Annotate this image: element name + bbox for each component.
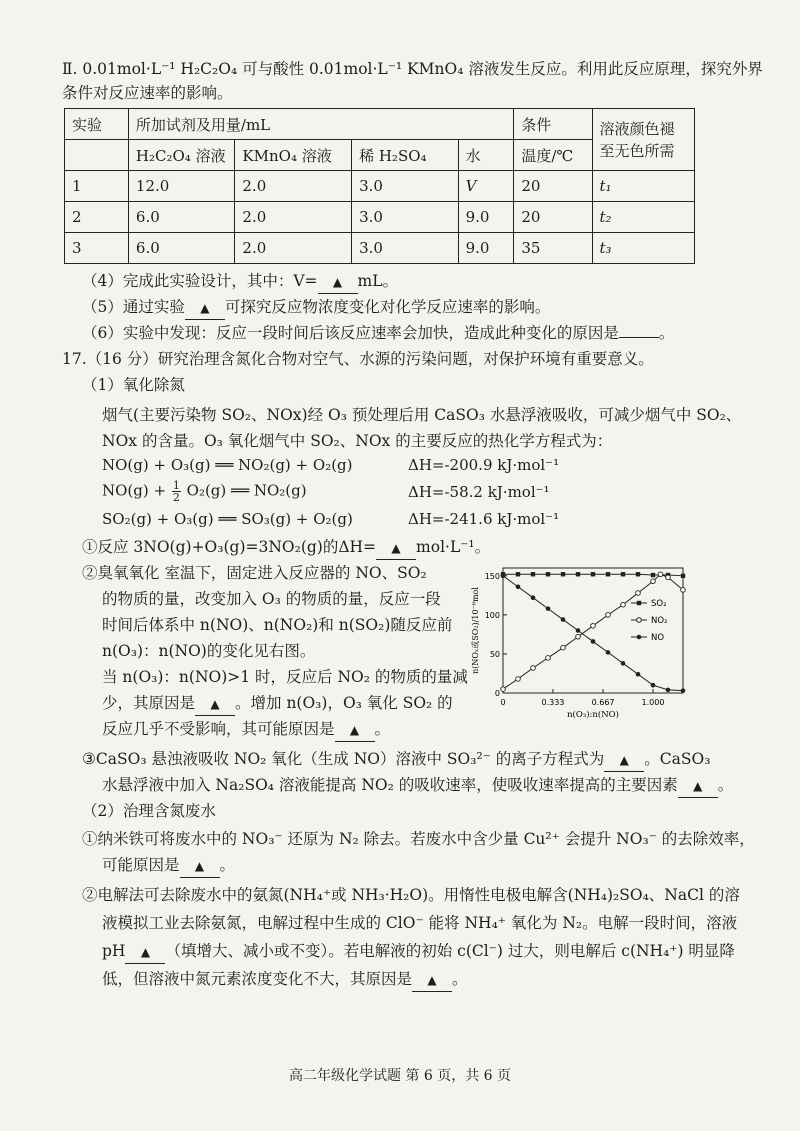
table-header-cell: 稀 H₂SO₄ (352, 140, 459, 171)
data-point (546, 572, 550, 576)
blank-mark: ▲ (210, 697, 220, 711)
delta-h-2: ΔH=-58.2 kJ·mol⁻¹ (408, 483, 550, 501)
table-cell: 20 (514, 171, 592, 202)
y-tick-label: 0 (494, 689, 500, 698)
data-point (621, 572, 625, 576)
answer-blank[interactable] (376, 536, 416, 560)
data-point (531, 572, 535, 576)
table-header-text: 至无色所需 (599, 141, 675, 160)
table-header-cell: KMnO₄ 溶液 (235, 140, 352, 171)
c2-text: 。增加 n(O₃)，O₃ 氧化 SO₂ 的 (235, 694, 453, 712)
data-point (576, 572, 580, 576)
q4-text: （4）完成此实验设计，其中：V= (82, 272, 318, 290)
legend-marker (637, 618, 642, 623)
table-header-cell: H₂C₂O₄ 溶液 (128, 140, 235, 171)
table-row (65, 233, 695, 264)
table-header-cell: 水 (458, 140, 514, 171)
blank-mark: ▲ (349, 723, 360, 737)
table-cell: 3.0 (352, 233, 459, 264)
data-point (561, 572, 565, 576)
w1-text: 。 (219, 856, 236, 874)
data-point (561, 617, 566, 622)
chart (468, 560, 693, 730)
experiment-table (64, 108, 695, 264)
legend-marker (637, 635, 642, 640)
blank-mark: ▲ (693, 779, 703, 793)
table-cell: 1 (65, 171, 129, 202)
legend-label: NO₂ (651, 616, 668, 626)
wastewater-q2-line (102, 940, 735, 964)
data-point (516, 677, 521, 682)
y-tick-label: 150 (484, 571, 500, 581)
data-point (501, 574, 506, 579)
delta-h-3: ΔH=-241.6 kJ·mol⁻¹ (408, 510, 560, 528)
data-point (681, 574, 685, 578)
table-row (65, 202, 695, 233)
legend-marker (637, 601, 641, 605)
fraction-numerator: 1 (172, 479, 180, 492)
fraction-denominator: 2 (172, 491, 180, 504)
answer-blank[interactable] (412, 968, 452, 992)
c1-unit: mol·L⁻¹。 (416, 538, 491, 556)
series-line (503, 574, 683, 689)
table-cell: 2.0 (235, 171, 352, 202)
data-point (591, 624, 596, 629)
eq2-left: NO(g) + (102, 481, 167, 500)
table-cell: t₃ (592, 233, 695, 264)
c3-text: ③CaSO₃ 悬浊液吸收 NO₂ 氧化（生成 NO）溶液中 SO₃²⁻ 的离子方程式为 (82, 750, 605, 768)
table-header-cell: 条件 (514, 109, 592, 140)
w2-text: 。 (452, 970, 468, 988)
table-header-row-1 (65, 109, 695, 140)
x-tick-label: 0.333 (541, 698, 565, 707)
data-point (501, 687, 506, 692)
wastewater-q1-line (102, 854, 235, 878)
blank-mark: ▲ (619, 753, 629, 767)
sub-question-3-line (102, 774, 733, 798)
data-point (531, 666, 536, 671)
answer-blank[interactable] (180, 854, 220, 878)
q5-text-end: 可探究反应物浓度变化对化学反应速率的影响。 (224, 298, 551, 316)
w2-text: （填增大、减小或不变）。若电解液的初始 c(Cl⁻) 过大，则电解后 c(NH₄⁺) 明显降 (165, 942, 735, 960)
sub-question-2-line (102, 692, 453, 716)
y-tick-label: 100 (484, 610, 500, 620)
data-point (621, 602, 626, 607)
c1-text: ①反应 3NO(g)+O₃(g)=3NO₂(g)的ΔH= (82, 538, 377, 556)
sub-question-2-line (102, 718, 390, 742)
question-5 (82, 296, 550, 320)
table-cell: 20 (514, 202, 592, 233)
data-point (606, 572, 610, 576)
data-point (606, 613, 611, 618)
data-point (546, 606, 551, 611)
x-tick-label: 0 (500, 698, 506, 707)
answer-blank[interactable] (185, 296, 225, 320)
table-cell: t₁ (592, 171, 695, 202)
c2-text: 。 (374, 720, 391, 738)
data-point (636, 591, 641, 596)
wastewater-q2-line: ②电解法可去除废水中的氨氮(NH₄⁺或 NH₃·H₂O)。用惰性电极电解含(NH₄)₂SO₄、NaCl 的溶 (82, 886, 740, 904)
paragraph-line: 烟气(主要污染物 SO₂、NOx)经 O₃ 预处理后用 CaSO₃ 水悬浮液吸收，可减少烟气中 SO₂、 (102, 406, 742, 424)
wastewater-q2-line: 液模拟工业去除氨氮，电解过程中生成的 ClO⁻ 能将 NH₄⁺ 氧化为 N₂。电解一段时间，溶液 (102, 914, 738, 932)
sub-question-3-line (82, 748, 710, 772)
intro-line-1: Ⅱ. 0.01mol·L⁻¹ H₂C₂O₄ 可与酸性 0.01mol·L⁻¹ KMnO₄ 溶液发生反应。利用此反应原理，探究外界 (62, 60, 763, 78)
blank-mark: ▲ (200, 301, 210, 315)
sub-question-2-line: ②臭氧氧化 室温下，固定进入反应器的 NO、SO₂ (82, 564, 427, 582)
answer-blank[interactable] (619, 337, 659, 338)
table-header-cell: 实验 (65, 109, 129, 140)
q4-unit: mL。 (357, 272, 399, 290)
answer-blank[interactable] (604, 748, 644, 772)
table-row (65, 171, 695, 202)
table-cell: 6.0 (128, 202, 235, 233)
sub-question-2-line: n(O₃)：n(NO)的变化见右图。 (102, 642, 316, 660)
table-cell: 3 (65, 233, 129, 264)
y-axis-label: n(NOₓ或SO₂)/10⁻⁶mol (471, 587, 480, 674)
data-point (651, 683, 656, 688)
fraction (172, 480, 181, 503)
data-point (516, 572, 520, 576)
data-point (651, 579, 656, 584)
c3-text: 。CaSO₃ (644, 750, 711, 768)
table-cell: 2 (65, 202, 129, 233)
data-point (666, 688, 671, 693)
x-axis-label: n(O₃):n(NO) (567, 710, 619, 720)
table-cell: 3.0 (352, 202, 459, 233)
y-tick-label: 50 (489, 649, 500, 659)
part-1-heading: （1）氧化除氮 (82, 376, 185, 394)
c2-text: 少，其原因是 (102, 694, 196, 712)
data-point (681, 588, 686, 593)
sub-question-2-line: 的物质的量，改变加入 O₃ 的物质的量，反应一段 (102, 590, 441, 608)
question-17-title: 17.（16 分）研究治理含氮化合物对空气、水源的污染问题，对保护环境有重要意义。 (62, 350, 654, 368)
page-footer: 高二年级化学试题 第 6 页，共 6 页 (288, 1068, 512, 1084)
w2-text: 低，但溶液中氮元素浓度变化不大，其原因是 (102, 970, 413, 988)
data-point (606, 650, 611, 655)
intro-line-2: 条件对反应速率的影响。 (62, 84, 233, 102)
data-point (561, 645, 566, 650)
blank-mark: ▲ (140, 945, 151, 959)
table-cell: 9.0 (458, 233, 514, 264)
sub-question-1 (82, 536, 490, 560)
blank-mark: ▲ (332, 275, 343, 289)
delta-h-1: ΔH=-200.9 kJ·mol⁻¹ (408, 456, 560, 474)
eq2-right: O₂(g) ══ NO₂(g) (186, 481, 307, 500)
blank-mark: ▲ (194, 859, 205, 873)
table-cell: 9.0 (458, 202, 514, 233)
equation-1: NO(g) + O₃(g) ══ NO₂(g) + O₂(g) (102, 456, 353, 474)
table-cell: 2.0 (235, 233, 352, 264)
answer-blank[interactable] (678, 774, 718, 798)
c2-text: 反应几乎不受影响，其可能原因是 (102, 720, 335, 738)
data-point (546, 656, 551, 661)
legend-label: SO₂ (651, 599, 667, 609)
question-4 (82, 270, 398, 294)
x-tick-label: 0.667 (591, 698, 615, 707)
table-cell: V (458, 171, 514, 202)
table-cell: 3.0 (352, 171, 459, 202)
table-cell: t₂ (592, 202, 695, 233)
data-point (576, 628, 581, 633)
data-point (531, 595, 536, 600)
sub-question-2-line: 当 n(O₃)：n(NO)>1 时，反应后 NO₂ 的物质的量减 (102, 668, 468, 686)
table-cell: 2.0 (235, 202, 352, 233)
data-point (591, 639, 596, 644)
data-point (591, 572, 595, 576)
table-cell: 6.0 (128, 233, 235, 264)
data-point (658, 572, 663, 577)
equation-3: SO₂(g) + O₃(g) ══ SO₃(g) + O₂(g) (102, 510, 353, 528)
x-tick-label: 1.000 (641, 698, 665, 707)
q5-text: （5）通过实验 (82, 298, 185, 316)
answer-blank[interactable] (125, 940, 165, 964)
blank-mark: ▲ (427, 973, 437, 987)
data-point (651, 573, 655, 577)
table-cell: 35 (514, 233, 592, 264)
data-point (681, 688, 686, 693)
w2-text: pH (102, 942, 126, 960)
table-header-cell: 温度/℃ (514, 140, 592, 171)
answer-blank[interactable] (318, 270, 358, 294)
c3-text: 。 (717, 776, 734, 794)
paragraph-line: NOx 的含量。O₃ 氧化烟气中 SO₂、NOx 的主要反应的热化学方程式为： (102, 432, 613, 450)
w1-text: 可能原因是 (102, 856, 180, 874)
table-cell: 12.0 (128, 171, 235, 202)
c3-text: 水悬浮液中加入 Na₂SO₄ 溶液能提高 NO₂ 的吸收速率，使吸收速率提高的主要因素 (102, 776, 678, 794)
data-point (636, 572, 640, 576)
q6-text: （6）实验中发现：反应一段时间后该反应速率会加快，造成此种变化的原因是 (82, 324, 619, 342)
part-2-heading: （2）治理含氮废水 (82, 802, 216, 820)
table-header-cell (65, 140, 129, 171)
wastewater-q2-line (102, 968, 468, 992)
answer-blank[interactable] (335, 718, 375, 742)
table-header-cell (592, 109, 695, 171)
plot-frame (503, 568, 683, 693)
blank-mark: ▲ (391, 541, 401, 555)
chart-plot (470, 568, 685, 720)
data-point (576, 634, 581, 639)
question-6 (82, 322, 674, 344)
q6-end: 。 (658, 324, 675, 342)
data-point (636, 672, 641, 677)
equation-2 (102, 480, 307, 503)
data-point (666, 575, 671, 580)
legend-label: NO (651, 633, 665, 643)
table-header-text: 溶液颜色褪 (599, 119, 675, 138)
table-header-cell: 所加试剂及用量/mL (128, 109, 513, 140)
data-point (516, 584, 521, 589)
sub-question-2-line: 时间后体系中 n(NO)、n(NO₂)和 n(SO₂)随反应前 (102, 616, 453, 634)
wastewater-q1-line: ①纳米铁可将废水中的 NO₃⁻ 还原为 N₂ 除去。若废水中含少量 Cu²⁺ 会提升 NO₃⁻ 的去除效率， (82, 830, 755, 848)
data-point (621, 661, 626, 666)
answer-blank[interactable] (195, 692, 235, 716)
